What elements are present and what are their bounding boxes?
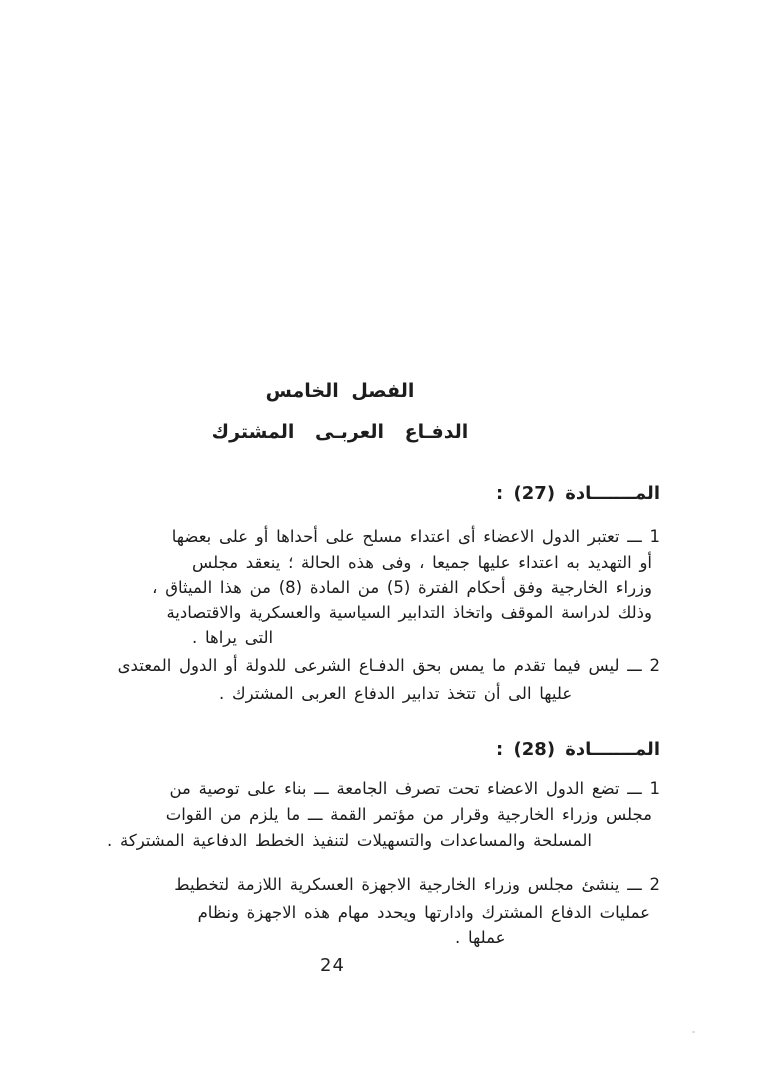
text-line: عملها .	[455, 928, 506, 947]
text-line: أو التهديد به اعتداء عليها جميعا ، وفى هذه الحالة ؛ ينعقد مجلس	[192, 553, 652, 572]
text-line: عمليات الدفاع المشترك وادارتها ويحدد مهام هذه الاجهزة ونظام	[197, 903, 650, 922]
text-line: 2 ـــ ليس فيما تقدم ما يمس بحق الدفـاع الشرعى للدولة أو الدول المعتدى	[117, 656, 660, 675]
article-27-heading: المـــــــادة (27) :	[496, 483, 660, 504]
text-line: وزراء الخارجية وفق أحكام الفترة (5) من المادة (8) من هذا الميثاق ،	[152, 578, 652, 597]
chapter-title: الفصل الخامس	[265, 380, 415, 402]
text-line: وذلك لدراسة الموقف واتخاذ التدابير السياسية والعسكرية والاقتصادية	[166, 603, 652, 622]
text-line: التى يراها .	[192, 628, 274, 647]
article-28-heading: المـــــــادة (28) :	[496, 739, 660, 760]
text-line: 1 ـــ تضع الدول الاعضاء تحت تصرف الجامعة ـــ بناء على توصية من	[169, 779, 660, 798]
text-line: المسلحة والمساعدات والتسهيلات لتنفيذ الخطط الدفاعية المشتركة .	[107, 831, 592, 850]
text-line: مجلس وزراء الخارجية وقرار من مؤتمر القمة ـــ ما يلزم من القوات	[165, 805, 652, 824]
text-line: عليها الى أن تتخذ تدابير الدفاع العربى المشترك .	[219, 684, 573, 703]
page-number: 24	[320, 955, 345, 976]
scan-speck	[692, 1031, 695, 1033]
chapter-subtitle: الدفـاع العربـى المشترك	[211, 421, 469, 443]
text-line: 1 ـــ تعتبر الدول الاعضاء أى اعتداء مسلح على أحداها أو على بعضها	[171, 527, 660, 546]
text-line: 2 ـــ ينشئ مجلس وزراء الخارجية الاجهزة العسكرية اللازمة لتخطيط	[174, 875, 660, 894]
